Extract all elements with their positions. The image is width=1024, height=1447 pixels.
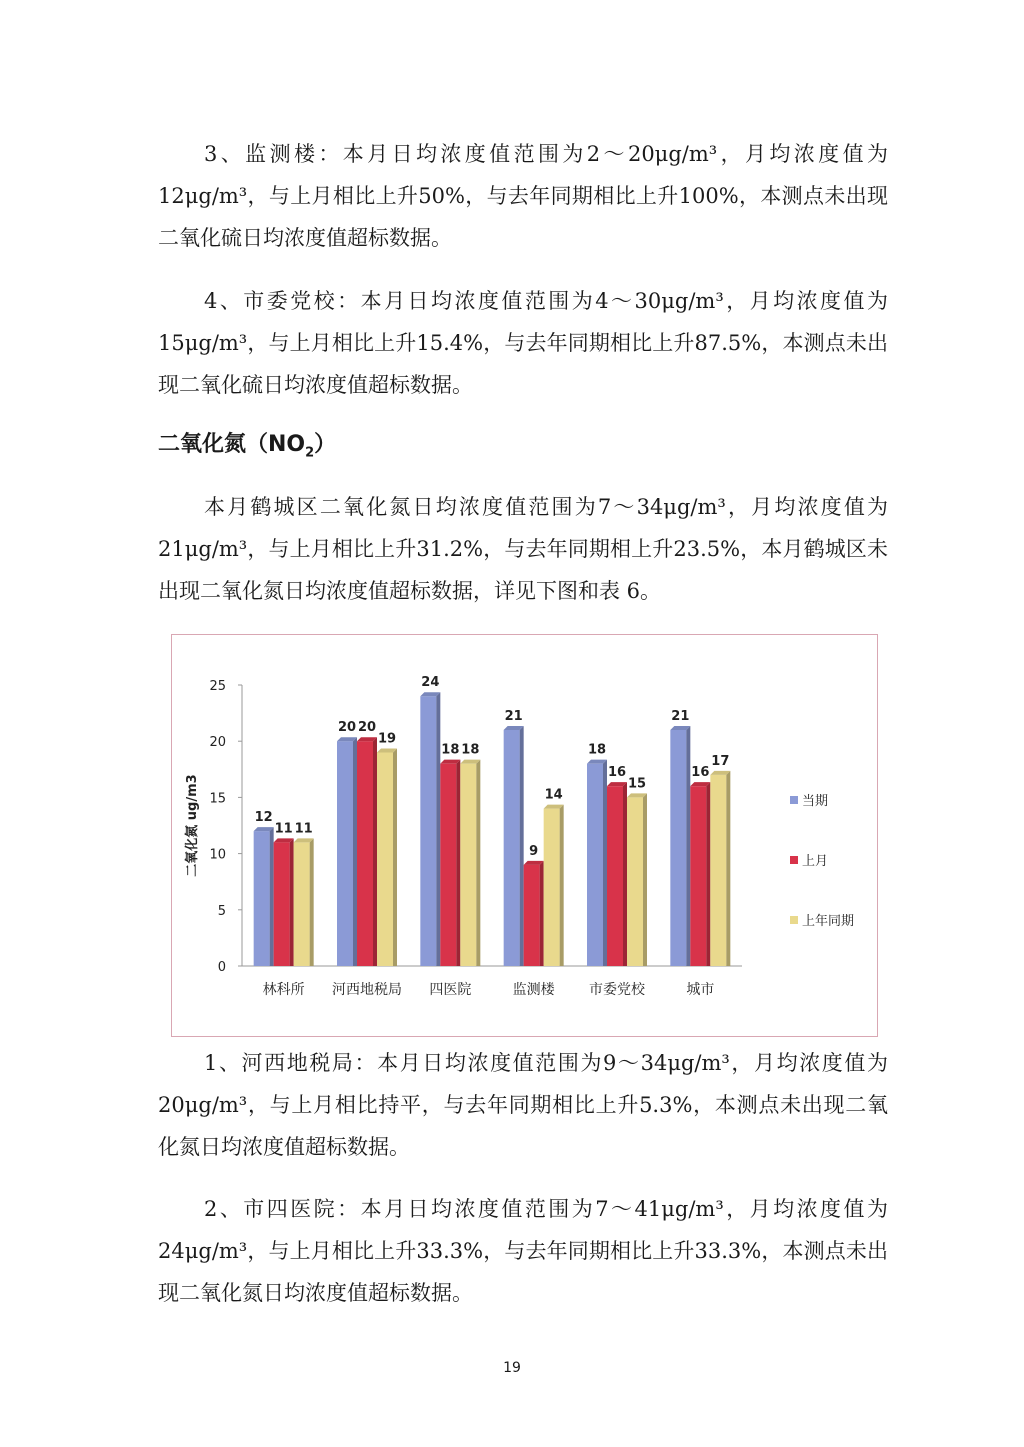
legend-label: 上年同期 <box>802 914 855 929</box>
bar-四医院-上年同期 <box>460 764 476 966</box>
data-label: 9 <box>529 843 539 859</box>
bar-监测楼-当期 <box>504 730 520 966</box>
bar-side <box>393 748 397 966</box>
data-label: 19 <box>377 731 397 747</box>
data-label: 21 <box>671 708 690 724</box>
data-label: 14 <box>544 787 563 803</box>
y-tick-label: 25 <box>209 679 226 694</box>
data-label: 20 <box>337 720 357 736</box>
data-label: 20 <box>357 720 377 736</box>
bar-市委党校-上年同期 <box>627 797 643 966</box>
y-axis-label: 二氧化氮 ug/m3 <box>185 774 200 877</box>
section-heading-no2 <box>158 427 336 460</box>
data-label: 12 <box>254 810 273 826</box>
bar-河西地税局-上月 <box>357 741 373 966</box>
no2-bar-chart <box>171 634 878 1037</box>
bar-监测楼-上年同期 <box>544 809 560 966</box>
bar-side <box>456 760 460 966</box>
bar-side <box>623 782 627 966</box>
bar-side <box>520 726 524 966</box>
legend-swatch-当期 <box>790 796 798 804</box>
bar-side <box>540 861 544 966</box>
paragraph-monitoring-building: 3、监测楼：本月日均浓度值范围为2～20μg/m³，月均浓度值为12μg/m³，与上月相比上升50%，与去年同期相比上升100%，本测点未出现二氧化硫日均浓度值超标数据。 <box>158 142 888 250</box>
y-tick-label: 20 <box>209 735 226 751</box>
x-tick-label: 市委党校 <box>589 982 645 998</box>
x-tick-label: 四医院 <box>429 982 472 998</box>
bar-河西地税局-上年同期 <box>377 752 393 966</box>
y-tick-label: 10 <box>209 847 226 863</box>
x-tick-label: 林科所 <box>262 982 305 998</box>
data-label: 18 <box>587 742 607 758</box>
chart-canvas <box>172 635 879 1038</box>
bar-side <box>436 692 440 966</box>
bar-河西地税局-当期 <box>337 741 353 966</box>
data-label: 24 <box>421 675 440 691</box>
paragraph-no2-summary: 本月鹤城区二氧化氮日均浓度值范围为7～34μg/m³，月均浓度值为21μg/m³，与上月相比上升31.2%，与去年同期相上升23.5%，本月鹤城区未出现二氧化氮日均浓度值超标数据，详见下图和表 6。 <box>158 495 888 603</box>
bar-城市-上年同期 <box>710 775 726 966</box>
data-label: 17 <box>711 753 730 769</box>
bar-side <box>603 760 607 966</box>
bar-市委党校-当期 <box>587 764 603 966</box>
paragraph-party-school: 4、市委党校：本月日均浓度值范围为4～30μg/m³，月均浓度值为15μg/m³，与上月相比上升15.4%，与去年同期相比上升87.5%，本测点未出现二氧化硫日均浓度值超标数据。 <box>158 289 888 397</box>
data-label: 11 <box>294 821 313 837</box>
x-tick-label: 河西地税局 <box>332 982 402 998</box>
bar-四医院-当期 <box>420 696 436 966</box>
data-label: 15 <box>627 776 647 792</box>
paragraph-hexi-tax-bureau: 1、河西地税局：本月日均浓度值范围为9～34μg/m³，月均浓度值为20μg/m³，与上月相比持平，与去年同期相比上升5.3%，本测点未出现二氧化氮日均浓度值超标数据。 <box>158 1051 888 1159</box>
legend-label: 上月 <box>802 854 829 869</box>
paragraph-fourth-hospital: 2、市四医院：本月日均浓度值范围为7～41μg/m³，月均浓度值为24μg/m³，与上月相比上升33.3%，与去年同期相比上升33.3%，本测点未出现二氧化氮日均浓度值超标数据。 <box>158 1197 888 1305</box>
data-label: 16 <box>607 765 627 781</box>
bar-side <box>476 760 480 966</box>
bar-side <box>726 771 730 966</box>
y-tick-label: 5 <box>217 903 226 919</box>
data-label: 16 <box>691 765 710 781</box>
y-tick-label: 15 <box>209 791 226 807</box>
legend-swatch-上月 <box>790 856 798 864</box>
page-number: 19 <box>503 1360 521 1376</box>
bar-side <box>373 737 377 966</box>
bar-林科所-上月 <box>274 842 290 966</box>
bar-side <box>310 838 314 966</box>
heading-subscript: 2 <box>305 445 315 461</box>
bar-side <box>560 805 564 966</box>
x-tick-label: 监测楼 <box>512 982 555 998</box>
bar-城市-当期 <box>670 730 686 966</box>
heading-close-paren: ） <box>314 432 337 457</box>
bar-side <box>270 827 274 966</box>
legend-swatch-上年同期 <box>790 916 798 924</box>
bar-监测楼-上月 <box>524 865 540 966</box>
bar-side <box>643 793 647 966</box>
legend-label: 当期 <box>802 794 829 809</box>
bar-林科所-上年同期 <box>294 842 310 966</box>
bar-side <box>686 726 690 966</box>
y-tick-label: 0 <box>217 960 226 975</box>
bar-市委党校-上月 <box>607 786 623 966</box>
bar-四医院-上月 <box>440 764 456 966</box>
data-label: 18 <box>461 742 480 758</box>
bar-side <box>353 737 357 966</box>
data-label: 11 <box>274 821 293 837</box>
data-label: 21 <box>504 708 523 724</box>
bar-side <box>706 782 710 966</box>
bar-side <box>290 838 294 966</box>
data-label: 18 <box>441 742 460 758</box>
heading-main-text: 二氧化氮（NO <box>158 432 306 457</box>
bar-林科所-当期 <box>254 831 270 966</box>
x-tick-label: 城市 <box>686 982 715 998</box>
bar-城市-上月 <box>690 786 706 966</box>
